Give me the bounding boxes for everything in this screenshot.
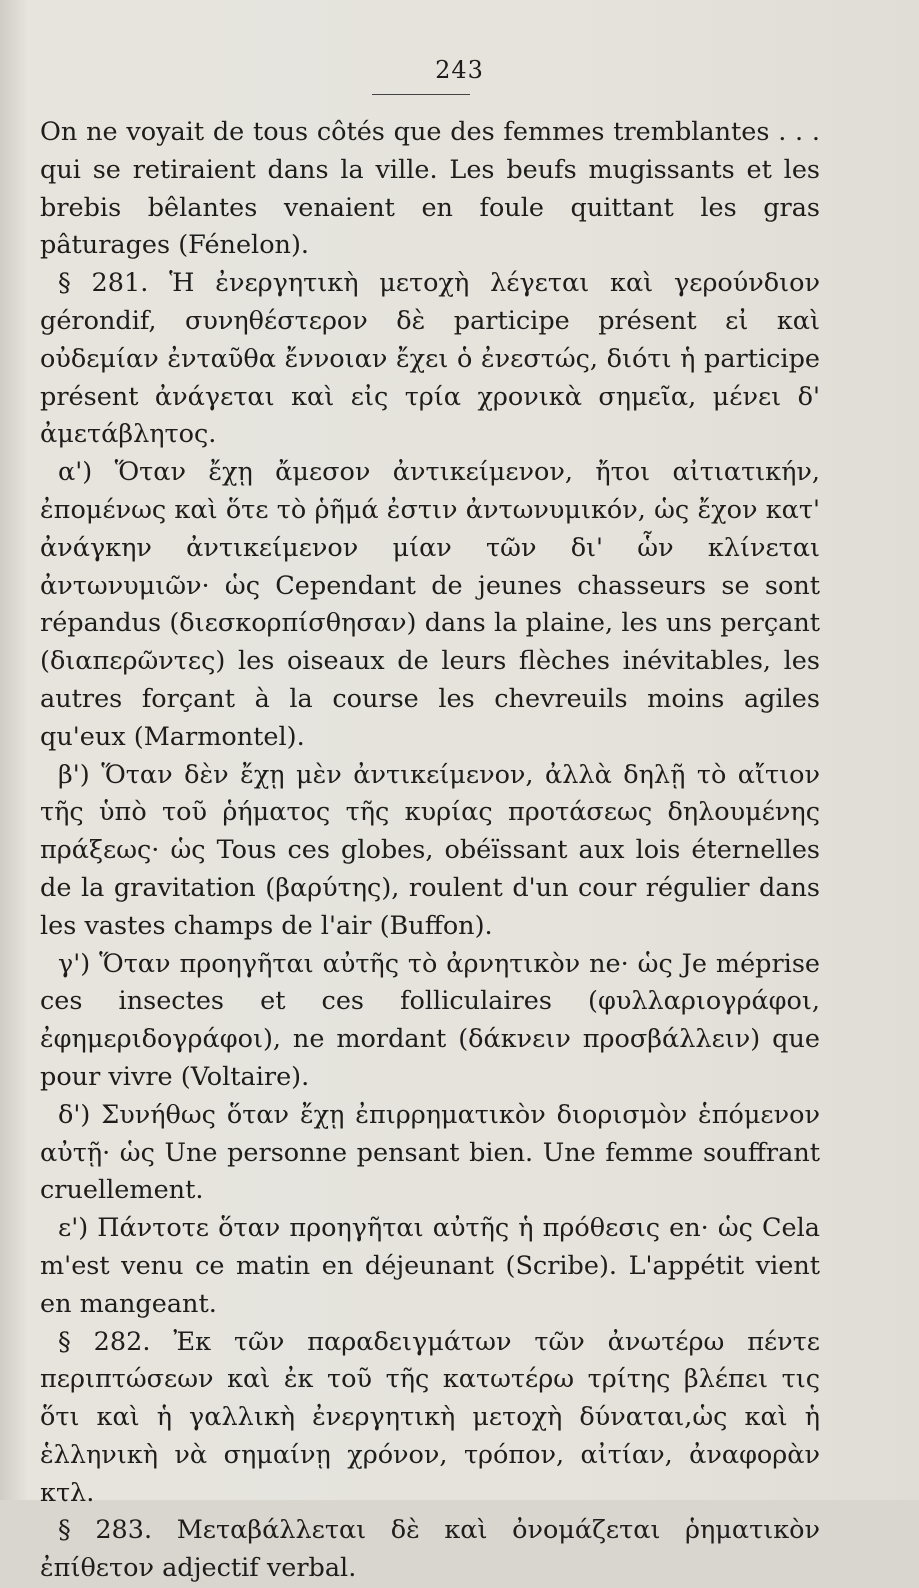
paragraph-case-alpha: α') Ὅταν ἔχῃ ἄμεσον ἀντικείμενον, ἤτοι αἰτιατικήν, ἐπομένως καὶ ὅτε τὸ ῥῆμά ἐστιν ἀντωνυμικόν, ὡς ἔχον κατ' ἀνάγκην ἀντικείμενον μίαν τῶν δι' ὧν κλίνεται ἀντωνυμιῶν· ὡς Cependant de jeunes chasseurs se sont répandus (διεσκορπίσθησαν) dans la plaine, les uns perçant (διαπερῶντες) les oiseaux de leurs flèches inévitables, les autres forçant à la course les chevreuils moins agiles qu'eux (Marmontel). xyxy=(40,457,820,752)
page-number: 243 xyxy=(435,56,484,84)
paragraph-section-283: § 283. Μεταβάλλεται δὲ καὶ ὀνομάζεται ῥηματικὸν ἐπίθετον adjectif verbal. xyxy=(40,1515,820,1584)
paragraph-case-epsilon: ε') Πάντοτε ὅταν προηγῆται αὐτῆς ἡ πρόθεσις en· ὡς Cela m'est venu ce matin en déjeunant (Scribe). L'appétit vient en mangeant. xyxy=(40,1213,820,1319)
page-number-rule xyxy=(372,94,470,95)
paragraph-section-282: § 282. Ἐκ τῶν παραδειγμάτων τῶν ἀνωτέρω πέντε περιπτώσεων καὶ ἐκ τοῦ τῆς κατωτέρω τρίτης βλέπει τις ὅτι καὶ ἡ γαλλικὴ ἐνεργητικὴ μετοχὴ δύναται,ὡς καὶ ἡ ἑλληνικὴ νὰ σημαίνῃ χρόνον, τρόπον, αἰτίαν, ἀναφορὰν κτλ. xyxy=(40,1326,820,1508)
paragraph-case-beta: β') Ὅταν δὲν ἔχῃ μὲν ἀντικείμενον, ἀλλὰ δηλῇ τὸ αἴτιον τῆς ὑπὸ τοῦ ῥήματος τῆς κυρίας προτάσεως δηλουμένης πράξεως· ὡς Tous ces globes, obéïssant aux lois éternelles de la gravitation (βαρύτης), roulent d'un cour régulier dans les vastes champs de l'air (Buffon). xyxy=(40,759,820,941)
paragraph-case-gamma: γ') Ὅταν προηγῆται αὐτῆς τὸ ἀρνητικὸν ne· ὡς Je méprise ces insectes et ces folliculaires (φυλλαριογράφοι, ἐφημεριδογράφοι), ne mordant (δάκνειν προσβάλλειν) que pour vivre (Voltaire). xyxy=(40,948,820,1092)
paragraph-section-281: § 281. Ἡ ἐνεργητικὴ μετοχὴ λέγεται καὶ γερούνδιον gérondif, συνηθέστερον δὲ participe présent εἰ καὶ οὐδεμίαν ἐνταῦθα ἔννοιαν ἔχει ὁ ἐνεστώς, διότι ἡ participe présent ἀνάγεται καὶ εἰς τρία χρονικὰ σημεῖα, μένει δ' ἀμετάβλητος. xyxy=(40,268,820,450)
paragraph-case-delta: δ') Συνήθως ὅταν ἔχῃ ἐπιρρηματικὸν διορισμὸν ἑπόμενον αὐτῇ· ὡς Une personne pensant bien. Une femme souffrant cruellement. xyxy=(40,1099,820,1206)
paragraph-fenelon-quote: On ne voyait de tous côtés que des femmes tremblantes . . . qui se retiraient dans la ville. Les beufs mugissants et les brebis bêlantes venaient en foule quittant les gras pâturages (Fénelon). xyxy=(40,117,820,261)
page-text xyxy=(40,114,820,1588)
